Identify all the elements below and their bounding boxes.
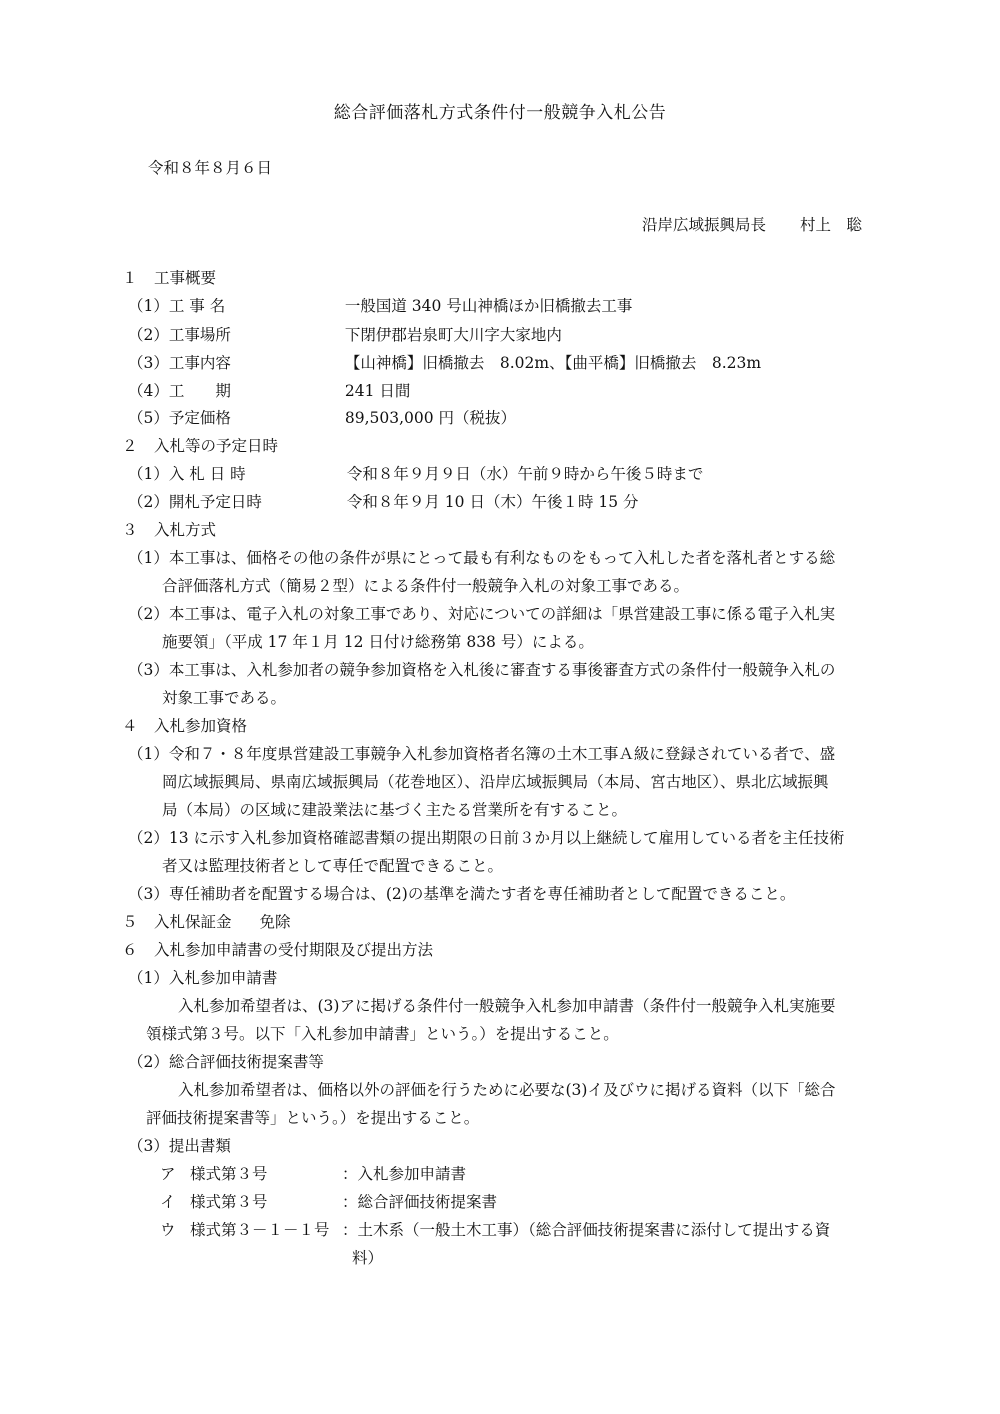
method-para-1-cont: 合評価落札方式（簡易２型）による条件付一般競争入札の対象工事である。 [162, 577, 690, 595]
section-4-heading: ４ 入札参加資格 [122, 717, 248, 735]
issuer-org: 沿岸広域振興局長 [642, 216, 767, 234]
section-2-heading: ２ 入札等の予定日時 [122, 437, 279, 455]
tech-proposal-heading: （2）総合評価技術提案書等 [128, 1053, 324, 1071]
method-para-3-cont: 対象工事である。 [162, 689, 287, 707]
eligibility-para-3: （3）専任補助者を配置する場合は、(2)の基準を満たす者を専任補助者として配置できること。 [128, 885, 796, 903]
estimated-price-row: （5）予定価格 89,503,000 円（税抜） [128, 409, 517, 427]
documents-heading: （3）提出書類 [128, 1137, 231, 1155]
eligibility-para-2: （2）13 に示す入札参加資格確認書類の提出期限の日前３か月以上継続して雇用している者を主任技術 [128, 829, 845, 847]
work-name-row: （1）工 事 名 一般国道 340 号山神橋ほか旧橋撤去工事 [128, 297, 633, 315]
eligibility-para-1-cont2: 局（本局）の区域に建設業法に基づく主たる営業所を有すること。 [162, 801, 628, 819]
application-form-text-cont: 領様式第３号。以下「入札参加申請書」という。）を提出すること。 [146, 1025, 619, 1043]
method-para-3: （3）本工事は、入札参加者の競争参加資格を入札後に審査する事後審査方式の条件付一般競争入札の [128, 661, 836, 679]
method-para-1: （1）本工事は、価格その他の条件が県にとって最も有利なものをもって入札した者を落札者とする総 [128, 549, 836, 567]
method-para-2: （2）本工事は、電子入札の対象工事であり、対応についての詳細は「県営建設工事に係る電子入札実 [128, 605, 836, 623]
application-form-text: 入札参加希望者は、(3)アに掲げる条件付一般競争入札参加申請書（条件付一般競争入札実施要 [178, 997, 836, 1015]
work-content-row: （3）工事内容 【山神橋】旧橋撤去 8.02m、【曲平橋】旧橋撤去 8.23m [128, 354, 762, 372]
tech-proposal-text: 入札参加希望者は、価格以外の評価を行うために必要な(3)イ及びウに掲げる資料（以下「総合 [178, 1081, 836, 1099]
issuer [642, 213, 862, 235]
section-5-heading: ５ 入札保証金 免除 [122, 913, 291, 931]
method-para-2-cont: 施要領」（平成 17 年１月 12 日付け総務第 838 号）による。 [162, 633, 594, 651]
eligibility-para-1: （1）令和７・８年度県営建設工事競争入札参加資格者名簿の土木工事Ａ級に登録されている者で、盛 [128, 745, 836, 763]
section-6-heading: ６ 入札参加申請書の受付期限及び提出方法 [122, 941, 434, 959]
document-item-i: イ 様式第３号 ：総合評価技術提案書 [160, 1193, 498, 1211]
document-item-u: ウ 様式第３－１－１号 ：土木系（一般土木工事）（総合評価技術提案書に添付して提出する資 [160, 1221, 831, 1239]
issuer-name: 村上 聡 [800, 216, 863, 234]
document-item-a: ア 様式第３号 ：入札参加申請書 [160, 1165, 467, 1183]
document-title: 総合評価落札方式条件付一般競争入札公告 [333, 103, 667, 123]
eligibility-para-1-cont: 岡広域振興局、県南広域振興局（花巻地区）、沿岸広域振興局（本局、宮古地区）、県北広域振興 [162, 773, 829, 791]
opening-datetime-row: （2）開札予定日時 令和８年９月 10 日（木）午後１時 15 分 [128, 493, 639, 511]
tech-proposal-text-cont: 評価技術提案書等」という。）を提出すること。 [146, 1109, 480, 1127]
bid-bond-value: 免除 [259, 913, 291, 931]
bid-datetime-row: （1）入 札 日 時 令和８年９月９日（水）午前９時から午後５時まで [128, 465, 704, 483]
work-period-row: （4）工 期 241 日間 [128, 382, 411, 400]
issue-date: 令和８年８月６日 [148, 159, 273, 177]
section-1-heading: １ 工事概要 [122, 269, 217, 287]
work-location-row: （2）工事場所 下閉伊郡岩泉町大川字大家地内 [128, 326, 562, 344]
document-item-u-cont: 料） [352, 1249, 384, 1267]
section-3-heading: ３ 入札方式 [122, 521, 217, 539]
application-form-heading: （1）入札参加申請書 [128, 969, 278, 987]
eligibility-para-2-cont: 者又は監理技術者として専任で配置できること。 [162, 857, 504, 875]
